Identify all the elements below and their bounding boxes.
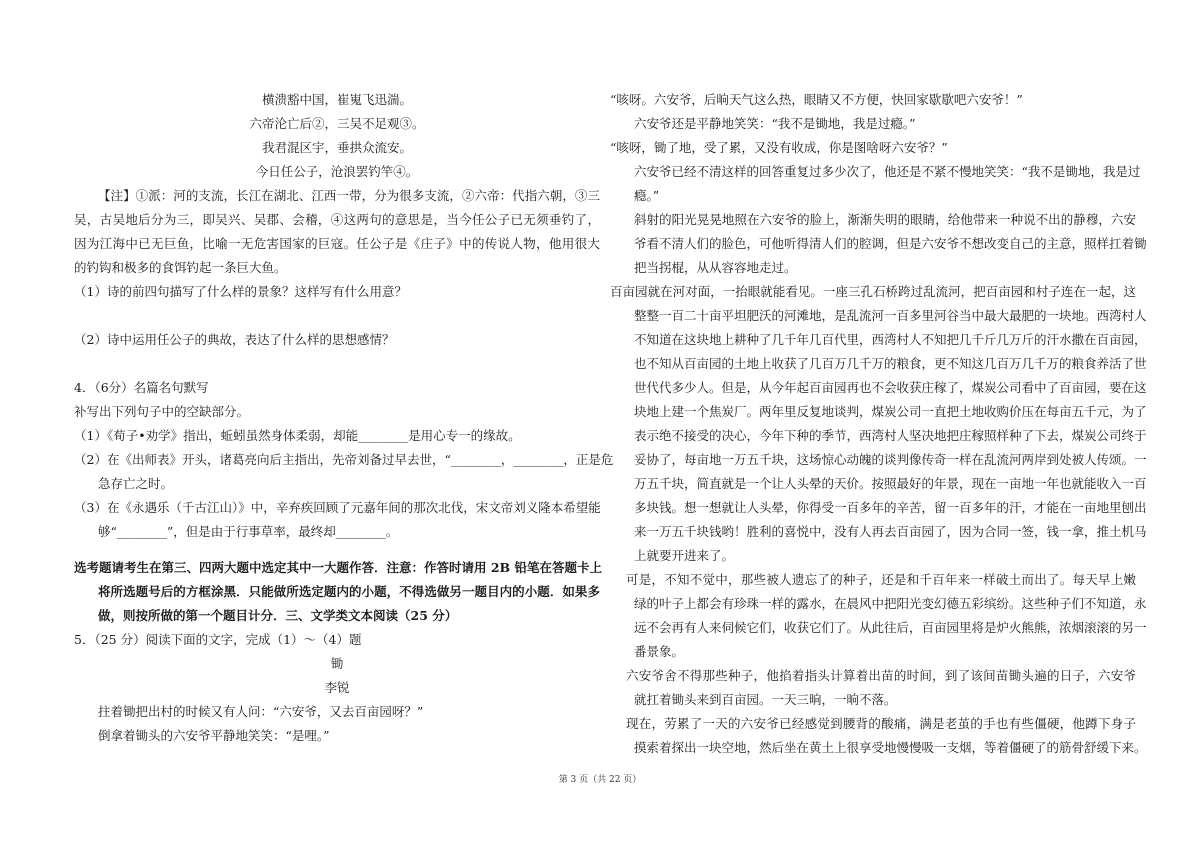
story-line: 块地上建一个焦炭厂。两年里反复地谈判，煤炭公司一直把土地收购价压在每亩五千元，为了	[634, 404, 1147, 419]
story-title: 锄	[330, 656, 344, 671]
poem-line: 今日任公子，沧浪罢钓竿④。	[255, 164, 419, 179]
story-line: 也不知从百亩园的土地上收获了几百万几千万的粮食，更不知这几百万几千万的粮食养活了世	[634, 356, 1147, 371]
story-line: “咳呀，锄了地，受了累，又没有收成，你是图啥呀六安爷？”	[610, 140, 948, 155]
story-line: 就扛着锄头来到百亩园。一天三晌，一晌不落。	[634, 692, 897, 707]
selection-instruction: 做，则按所做的第一个题目计分．三、文学类文本阅读（25 分）	[98, 608, 458, 623]
story-line: 整整一百二十亩平坦肥沃的河滩地，是乱流河一百多里河谷当中最大最肥的一块地。西湾村人	[634, 308, 1147, 323]
story-line: 远不会再有人来伺候它们，收获它们了。从此往后，百亩园里将是炉火熊熊，浓烟滚滚的另一	[634, 620, 1147, 635]
story-line: 摸索着探出一块空地，然后坐在黄土上很享受地慢慢吸一支烟，等着僵硬了的筋骨舒缓下来。	[634, 740, 1147, 755]
story-line: 六安爷还是平静地笑笑：“我不是锄地，我是过瘾。”	[634, 116, 916, 131]
story-line: 斜射的阳光晃晃地照在六安爷的脸上，渐渐失明的眼睛，给他带来一种说不出的静穆，六安	[634, 212, 1136, 227]
question-2: （2）诗中运用任公子的典故，表达了什么样的思想感情？	[74, 332, 395, 347]
poem-line: 我君混区宇，垂拱众流安。	[261, 140, 412, 155]
story-line: 表示绝不接受的决心，今年下种的季节，西湾村人坚决地把庄稼照样种了下去，煤炭公司终于	[634, 428, 1147, 443]
question-4-3: （3）在《永遇乐（千古江山）》中，辛弃疾回顾了元嘉年间的那次北伐，宋文帝刘义隆本希望能	[74, 500, 601, 515]
story-line: 多块钱。想一想就让人头晕，你得受一百多年的辛苦，留一百多年的汗，才能在一亩地里刨出	[634, 500, 1147, 515]
story-line: 拄着锄把出村的时候又有人问：“六安爷，又去百亩园呀？”	[98, 704, 424, 719]
selection-instruction: 将所选题号后的方框涂黑．只能做所选定题内的小题，不得选做另一题目内的小题．如果多	[98, 584, 600, 599]
story-line: 不知道在这块地上耕种了几千年几百代里，西湾村人不知把几千斤几万斤的汗水撒在百亩园，	[634, 332, 1147, 347]
note-line: 吴，古吴地后分为三，即吴兴、吴郡、会稽，④这两句的意思是，当今任公子已无须垂钓了，	[74, 212, 600, 227]
question-4-2: （2）在《出师表》开头，诸葛亮向后主指出，先帝刘备过早去世，“________，________，正是危	[74, 452, 614, 467]
left-column	[74, 88, 614, 748]
question-5: 5．（25 分）阅读下面的文字，完成（1）～（4）题	[74, 632, 362, 647]
story-line: 瘾。”	[634, 188, 660, 203]
story-line: “咳呀。六安爷，后晌天气这么热，眼睛又不方便，快回家歇歇吧六安爷！”	[610, 92, 1023, 107]
page-footer: 第 3 页（共 22 页）	[558, 775, 642, 785]
story-line: 爷看不清人们的脸色，可他听得清人们的腔调，但是六安爷不想改变自己的主意，照样扛着锄	[634, 236, 1147, 251]
story-author: 李锐	[324, 680, 350, 695]
question-4-1: （1）《荀子•劝学》指出，蚯蚓虽然身体柔弱，却能________是用心专一的缘故。	[74, 428, 521, 443]
poem-line: 六帝沦亡后②，三吴不足观③。	[249, 116, 425, 131]
story-line: 世代代多少人。但是，从今年起百亩园再也不会收获庄稼了，煤炭公司看中了百亩园，要在这	[634, 380, 1147, 395]
story-line: 妥协了，每亩地一万五千块，这场惊心动魄的谈判像传奇一样在乱流河两岸到处被人传颂。一	[634, 452, 1147, 467]
story-line: 六安爷舍不得那些种子，他掐着指头计算着出苗的时间，到了该间苗锄头遍的日子，六安爷	[626, 668, 1136, 683]
question-4-title: 4．（6分）名篇名句默写	[74, 380, 209, 395]
question-4-intro: 补写出下列句子中的空缺部分。	[74, 404, 250, 419]
selection-instruction: 选考题请考生在第三、四两大题中选定其中一大题作答．注意：作答时请用 2B 铅笔在答题卡上	[74, 560, 602, 575]
story-line: 番景象。	[634, 644, 685, 659]
story-line: 万五千块，简直就是一个让人头晕的天价。按照最好的年景，现在一亩地一年也就能收入一百	[634, 476, 1147, 491]
story-line: 来一万五千块钱哟！胜利的喜悦中，没有人再去百亩园了，因为合同一签，钱一拿，推土机马	[634, 524, 1147, 539]
story-line: 上就要开进来了。	[634, 548, 735, 563]
story-line: 倒拿着锄头的六安爷平静地笑笑：“是哩。”	[98, 728, 330, 743]
story-line: 绿的叶子上都会有珍珠一样的露水，在晨风中把阳光变幻德五彩缤纷。这些种子们不知道，永	[634, 596, 1147, 611]
question-1: （1）诗的前四句描写了什么样的景象？这样写有什么用意？	[74, 284, 407, 299]
question-4-3-cont: 够“________”，但是由于行事草率，最终却________。	[98, 524, 399, 539]
story-line: 可是，不知不觉中，那些被人遗忘了的种子，还是和千百年来一样破土而出了。每天早上嫩	[626, 572, 1136, 587]
story-line: 百亩园就在河对面，一抬眼就能看见。一座三孔石桥跨过乱流河，把百亩园和村子连在一起，这	[610, 284, 1136, 299]
note-line: 的钓钩和极多的食饵钓起一条巨大鱼。	[74, 260, 287, 275]
note-line: 【注】①派：河的支流，长江在湖北、江西一带，分为很多支流，②六帝：代指六朝，③三	[98, 188, 600, 203]
question-4-2-cont: 急存亡之时。	[98, 476, 174, 491]
story-line: 六安爷已经不清这样的回答重复过多少次了，他还是不紧不慢地笑笑：“我不是锄地，我是过	[634, 164, 1141, 179]
note-line: 因为江海中已无巨鱼，比喻一无危害国家的巨寇。任公子是《庄子》中的传说人物，他用很大	[74, 236, 600, 251]
poem-line: 横溃豁中国，崔嵬飞迅湍。	[261, 92, 412, 107]
right-column	[610, 88, 1147, 760]
story-line: 把当拐棍，从从容容地走过。	[634, 260, 797, 275]
story-line: 现在，劳累了一天的六安爷已经感觉到腰背的酸痛，满是老茧的手也有些僵硬，他蹲下身子	[626, 716, 1136, 731]
